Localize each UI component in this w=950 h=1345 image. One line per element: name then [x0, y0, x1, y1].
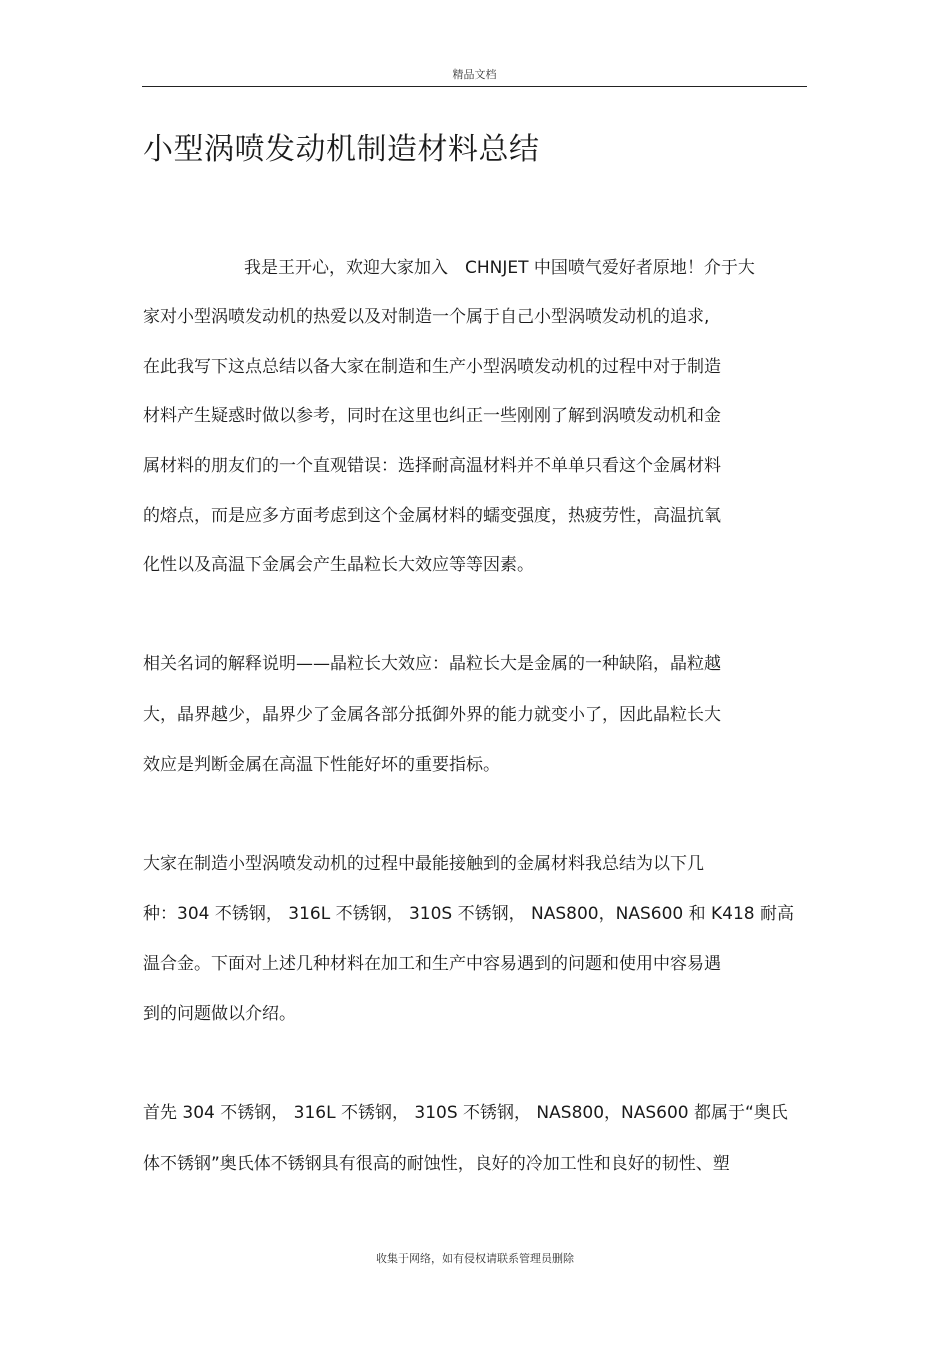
- paragraph-1-line-6: 的熔点，而是应多方面考虑到这个金属材料的蠕变强度，热疲劳性，高温抗氧: [143, 506, 721, 526]
- paragraph-2-line-3: 效应是判断金属在高温下性能好坏的重要指标。: [143, 755, 500, 775]
- page-header: 精品文档: [452, 68, 497, 81]
- paragraph-1-line-4: 材料产生疑惑时做以参考，同时在这里也纠正一些刚刚了解到涡喷发动机和金: [143, 406, 721, 426]
- paragraph-3-line-3: 温合金。下面对上述几种材料在加工和生产中容易遇到的问题和使用中容易遇: [143, 954, 721, 974]
- paragraph-4-line-1: 首先 304 不锈钢， 316L 不锈钢， 310S 不锈钢， NAS800，NAS600 都属于“奥氏: [143, 1103, 788, 1123]
- paragraph-1-line-7: 化性以及高温下金属会产生晶粒长大效应等等因素。: [143, 555, 534, 575]
- paragraph-3-line-2: 种：304 不锈钢， 316L 不锈钢， 310S 不锈钢， NAS800，NAS600 和 K418 耐高: [143, 904, 795, 924]
- paragraph-2-line-2: 大，晶界越少，晶界少了金属各部分抵御外界的能力就变小了，因此晶粒长大: [143, 705, 721, 725]
- paragraph-1-line-5: 属材料的朋友们的一个直观错误：选择耐高温材料并不单单只看这个金属材料: [143, 456, 721, 476]
- page-footer: 收集于网络，如有侵权请联系管理员删除: [376, 1252, 574, 1265]
- paragraph-3-line-1: 大家在制造小型涡喷发动机的过程中最能接触到的金属材料我总结为以下几: [143, 854, 704, 874]
- paragraph-2-line-1: 相关名词的解释说明——晶粒长大效应：晶粒长大是金属的一种缺陷，晶粒越: [143, 654, 721, 674]
- paragraph-1-line-3: 在此我写下这点总结以备大家在制造和生产小型涡喷发动机的过程中对于制造: [143, 357, 721, 377]
- paragraph-1-line-1: 我是王开心，欢迎大家加入 CHNJET 中国喷气爱好者原地！介于大: [244, 258, 755, 278]
- header-divider: [142, 86, 807, 87]
- paragraph-1-line-2: 家对小型涡喷发动机的热爱以及对制造一个属于自己小型涡喷发动机的追求,: [143, 307, 710, 327]
- paragraph-4-line-2: 体不锈钢”奥氏体不锈钢具有很高的耐蚀性，良好的冷加工性和良好的韧性、塑: [143, 1154, 730, 1174]
- document-title: 小型涡喷发动机制造材料总结: [143, 132, 540, 167]
- paragraph-3-line-4: 到的问题做以介绍。: [143, 1004, 296, 1024]
